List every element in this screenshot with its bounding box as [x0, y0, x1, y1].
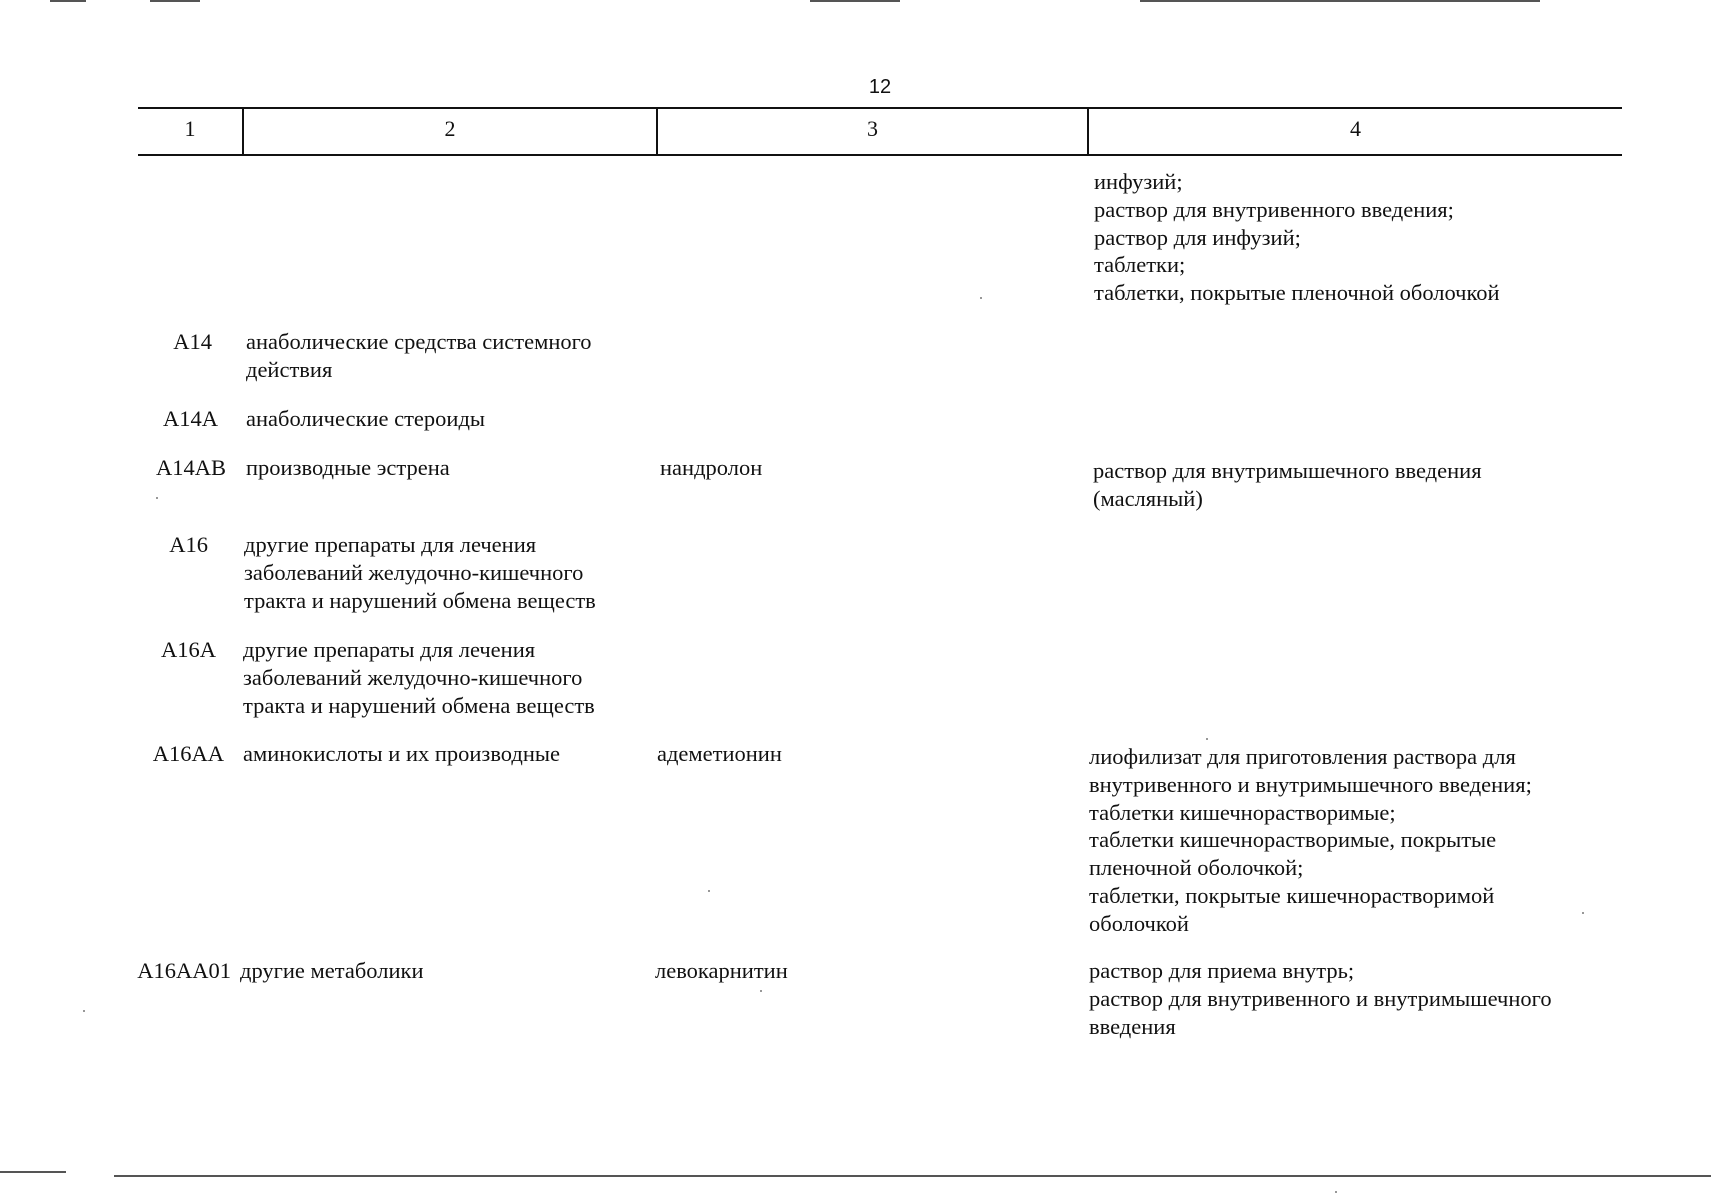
- scan-speck: [760, 990, 762, 992]
- row-inn: адеметионин: [657, 741, 782, 766]
- scan-speck: [708, 890, 710, 892]
- row-code: A14A: [163, 406, 218, 431]
- scan-edge-line: [150, 0, 200, 2]
- scan-edge-line: [1140, 0, 1540, 2]
- row-code: A16AA01: [137, 958, 231, 983]
- row-forms: раствор для приема внутрь; раствор для внутривенного и внутримышечного введения: [1089, 958, 1552, 1039]
- row-name: другие препараты для лечения заболеваний желудочно-кишечного тракта и нарушений обмена веществ: [243, 637, 595, 718]
- row-code: A14AB: [155, 455, 226, 480]
- header-top-rule: [138, 107, 1622, 109]
- scan-edge-line: [0, 1171, 66, 1173]
- row-name: производные эстрена: [246, 455, 450, 480]
- row-name: другие препараты для лечения заболеваний желудочно-кишечного тракта и нарушений обмена веществ: [244, 532, 596, 613]
- row-name: анаболические стероиды: [246, 406, 486, 431]
- scan-edge-line: [810, 0, 900, 2]
- row-code: A14: [173, 329, 212, 354]
- scan-speck: [156, 497, 158, 499]
- scan-edge-line: [50, 0, 86, 2]
- column-number-2: 2: [444, 116, 456, 141]
- row-inn: левокарнитин: [655, 958, 788, 983]
- row-forms: лиофилизат для приготовления раствора для внутривенного и внутримышечного введения; таблетки кишечнорастворимые; таблетки кишечнорастворимые, покрытые пленочной оболочкой; таблетки, покрытые кишечнорастворимой оболочкой: [1089, 744, 1532, 936]
- page-number: 12: [868, 76, 892, 98]
- row-name: анаболические средства системного действия: [246, 329, 592, 382]
- row-forms: инфузий; раствор для внутривенного введения; раствор для инфузий; таблетки; таблетки, покрытые пленочной оболочкой: [1094, 169, 1500, 306]
- scan-speck: [1335, 1191, 1337, 1193]
- scan-speck: [1206, 738, 1208, 740]
- scan-speck: [980, 297, 982, 299]
- scan-speck: [1582, 912, 1584, 914]
- column-number-4: 4: [1350, 116, 1361, 141]
- scan-speck: [83, 1010, 85, 1012]
- row-code: A16AA: [152, 741, 224, 766]
- row-code: A16: [169, 532, 208, 557]
- row-forms: раствор для внутримышечного введения (масляный): [1093, 458, 1482, 511]
- column-number-1: 1: [184, 116, 196, 141]
- row-name: аминокислоты и их производные: [243, 741, 560, 766]
- row-name: другие метаболики: [240, 958, 424, 983]
- row-code: A16A: [161, 637, 216, 662]
- column-number-3: 3: [867, 116, 878, 141]
- scan-edge-line: [114, 1175, 1711, 1177]
- row-inn: нандролон: [660, 455, 763, 480]
- header-bottom-rule: [138, 154, 1622, 156]
